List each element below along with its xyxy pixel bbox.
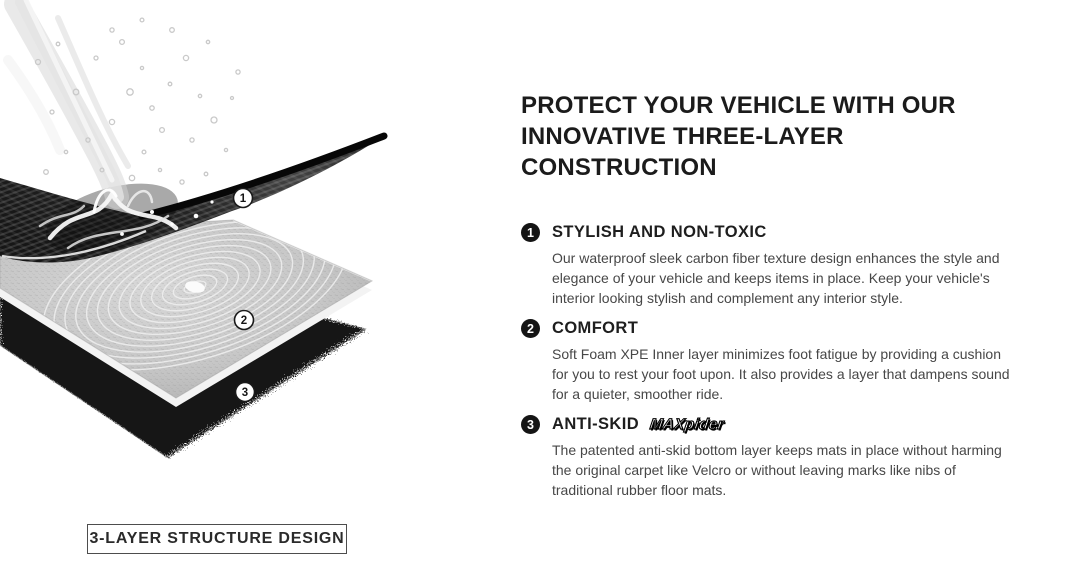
- diagram-badge-2: [235, 311, 254, 330]
- feature-description-antiskid: The patented anti-skid bottom layer keeps mats in place without harming the original carpet like Velcro or without leaving marks like nibs of traditional rubber floor mats.: [552, 442, 1002, 498]
- page-title-line2: INNOVATIVE THREE-LAYER CONSTRUCTION: [521, 123, 844, 181]
- feature-title-stylish: STYLISH AND NON-TOXIC: [552, 223, 767, 241]
- maxpider-brand-logo: MAXpider: [648, 416, 726, 433]
- feature-description-comfort: Soft Foam XPE Inner layer minimizes foot fatigue by providing a cushion for you to rest your foot upon. It also provides a layer that dampens sound for a quieter, smoother ride.: [552, 346, 1010, 402]
- step-3-badge: 3: [521, 415, 540, 434]
- feature-title-antiskid: ANTI-SKID: [552, 415, 640, 433]
- three-layer-mat-diagram: [0, 0, 520, 520]
- diagram-badge-1: [234, 189, 253, 208]
- feature-section-stylish: [521, 222, 1033, 308]
- diagram-badge-1-number: 1: [239, 193, 247, 205]
- content-column: [521, 90, 1033, 510]
- diagram-badge-2-number: 2: [240, 315, 248, 327]
- page-title-line1: PROTECT YOUR VEHICLE WITH OUR: [521, 92, 956, 119]
- feature-section-antiskid: [521, 414, 1033, 500]
- feature-section-comfort: [521, 318, 1033, 404]
- diagram-badge-3-number: 3: [241, 387, 249, 399]
- page-title: [521, 90, 1033, 183]
- diagram-caption: 3-LAYER STRUCTURE DESIGN: [89, 530, 345, 547]
- step-2-badge: 2: [521, 319, 540, 338]
- step-1-badge: 1: [521, 223, 540, 242]
- diagram-badge-3: [236, 383, 255, 402]
- feature-description-stylish: Our waterproof sleek carbon fiber texture design enhances the style and elegance of your vehicle and keeps items in place. Keep your vehicle's interior looking stylish and complement any interior style.: [552, 250, 1000, 306]
- feature-title-comfort: COMFORT: [552, 319, 639, 337]
- diagram-caption-box: [87, 524, 347, 554]
